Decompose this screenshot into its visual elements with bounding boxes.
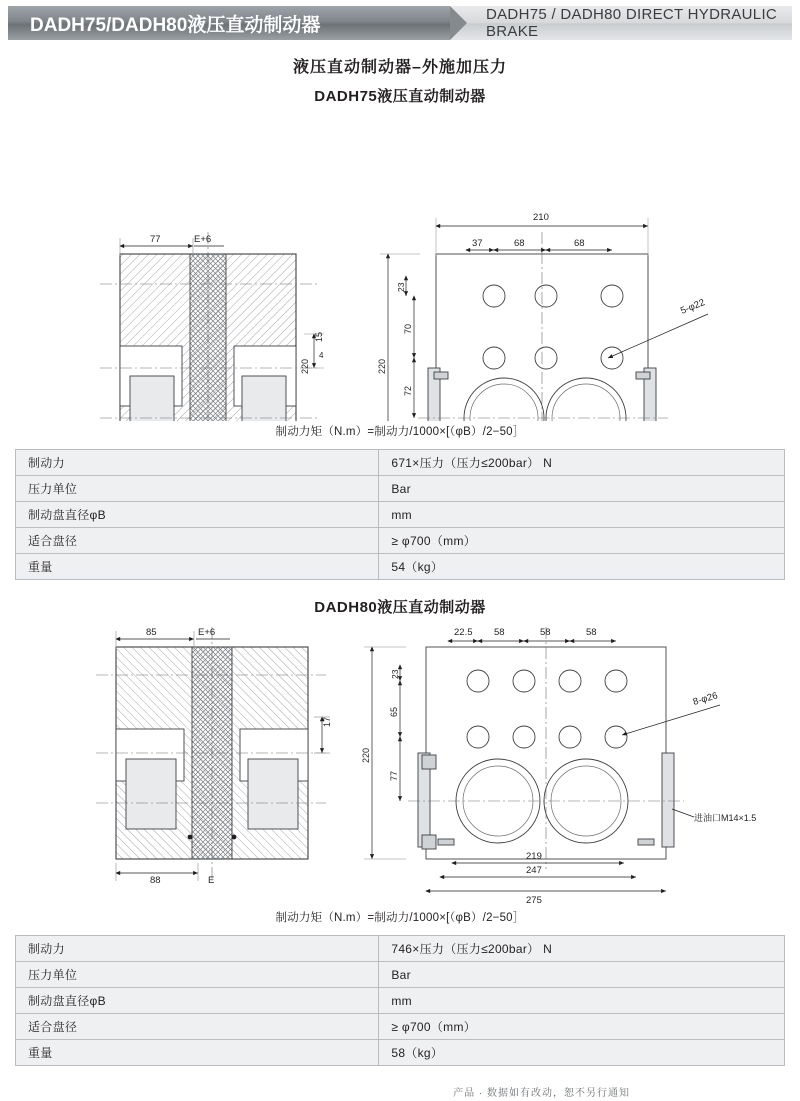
header-title-en: DADH75 / DADH80 DIRECT HYDRAULIC BRAKE <box>450 6 792 40</box>
spec-value: 58（kg） <box>379 1040 785 1066</box>
spec-value: mm <box>379 988 785 1014</box>
spec-value: ≥ φ700（mm） <box>379 528 785 554</box>
spec-value: mm <box>379 502 785 528</box>
table-row <box>16 936 785 962</box>
table-row <box>16 1014 785 1040</box>
footer-note: 产品 · 数据如有改动，恕不另行通知 <box>453 1088 630 1099</box>
section-title: 液压直动制动器–外施加压力 <box>293 59 507 76</box>
spec-value: 671×压力（压力≤200bar） N <box>379 450 785 476</box>
dim-37: 37 <box>472 238 483 249</box>
dim-85: 85 <box>146 627 157 638</box>
table-row <box>16 502 785 528</box>
dim-58-a: 58 <box>494 627 505 638</box>
spec-label: 制动力 <box>16 450 379 476</box>
dim-220-right: 220 <box>377 358 387 374</box>
dim-88: 88 <box>150 875 161 886</box>
spec-label: 制动盘直径φB <box>16 502 379 528</box>
formula-dadh75: 制动力矩（N.m）=制动力/1000×[（φB）/2−50］ <box>275 426 525 438</box>
model-title-dadh75: DADH75液压直动制动器 <box>314 88 486 105</box>
table-row <box>16 450 785 476</box>
dim-275: 275 <box>526 895 542 906</box>
dim-e6-2: E+6 <box>198 627 216 638</box>
dim-210: 210 <box>533 212 549 223</box>
dim-68-a: 68 <box>514 238 525 249</box>
spec-value: ≥ φ700（mm） <box>379 1014 785 1040</box>
formula-dadh80: 制动力矩（N.m）=制动力/1000×[（φB）/2−50］ <box>275 912 525 924</box>
spec-value: Bar <box>379 962 785 988</box>
table-row <box>16 476 785 502</box>
spec-value: 54（kg） <box>379 554 785 580</box>
callout-bolt-holes: 5-φ22 <box>679 297 707 317</box>
drawing-dadh80 <box>8 617 792 907</box>
spec-label: 制动盘直径φB <box>16 988 379 1014</box>
header-title-cn: DADH75/DADH80液压直动制动器 <box>8 6 450 40</box>
spec-label: 重量 <box>16 554 379 580</box>
table-row <box>16 554 785 580</box>
spec-table-dadh80 <box>15 935 785 1066</box>
dim-65: 65 <box>389 706 399 717</box>
dim-68-b: 68 <box>574 238 585 249</box>
dim-247-2: 247 <box>526 865 542 876</box>
table-row <box>16 962 785 988</box>
spec-value: Bar <box>379 476 785 502</box>
dim-17: 17 <box>322 716 332 727</box>
dim-23-2: 23 <box>390 669 400 679</box>
dim-e-2: E <box>208 875 215 886</box>
spec-label: 压力单位 <box>16 962 379 988</box>
dim-22-5: 22.5 <box>454 627 473 638</box>
dim-23: 23 <box>396 282 406 292</box>
drawing-dadh75 <box>8 106 792 421</box>
spec-label: 适合盘径 <box>16 1014 379 1040</box>
dim-220-2: 220 <box>361 747 371 763</box>
dim-e6: E+6 <box>194 234 212 245</box>
dim-4: 4 <box>319 351 324 360</box>
spec-label: 制动力 <box>16 936 379 962</box>
page-header <box>8 6 792 40</box>
dim-220-left: 220 <box>300 358 310 374</box>
spec-label: 适合盘径 <box>16 528 379 554</box>
callout-oil-port-2: 进油口M14×1.5 <box>694 813 757 823</box>
spec-label: 重量 <box>16 1040 379 1066</box>
spec-value: 746×压力（压力≤200bar） N <box>379 936 785 962</box>
dim-77: 77 <box>150 234 161 245</box>
dim-58-b: 58 <box>540 627 551 638</box>
dim-70: 70 <box>403 323 413 334</box>
dim-58-c: 58 <box>586 627 597 638</box>
table-row <box>16 528 785 554</box>
spec-label: 压力单位 <box>16 476 379 502</box>
spec-table-dadh75 <box>15 449 785 580</box>
dim-219-2: 219 <box>526 851 542 862</box>
callout-bolt-holes-2: 8-φ26 <box>691 690 720 708</box>
dim-72: 72 <box>403 385 413 396</box>
dim-77-2: 77 <box>389 770 399 781</box>
dim-15: 15 <box>314 331 324 342</box>
model-title-dadh80: DADH80液压直动制动器 <box>314 599 486 616</box>
table-row <box>16 1040 785 1066</box>
table-row <box>16 988 785 1014</box>
